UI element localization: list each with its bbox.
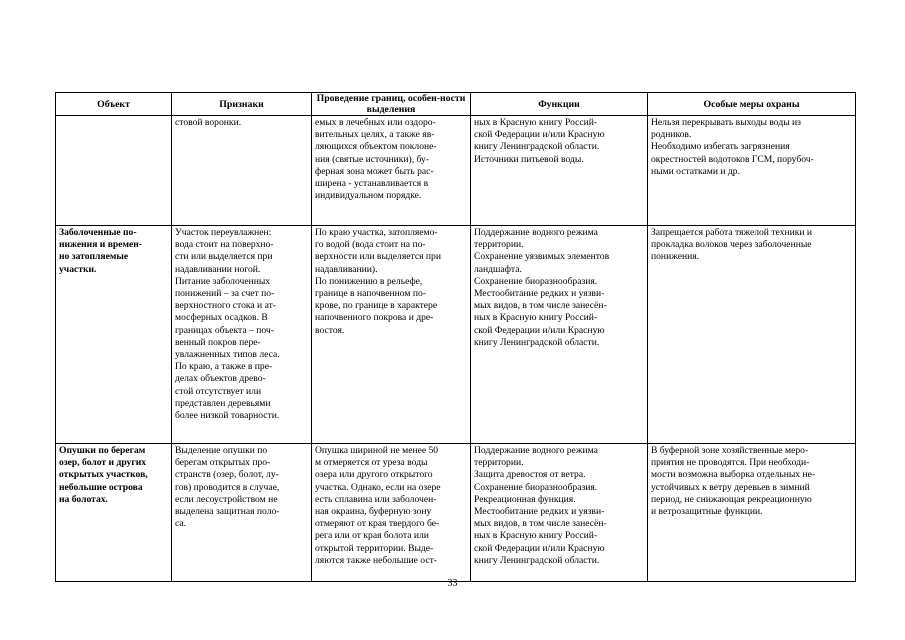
table-header-row xyxy=(56,93,856,116)
cell-line: ная окраина, буферную зону xyxy=(315,506,432,518)
habitat-table xyxy=(55,92,856,582)
cell-line: ных в Красную книгу Россий- xyxy=(474,117,598,128)
cell-line: По понижению в рельефе, xyxy=(315,275,423,287)
cell-measures xyxy=(648,116,856,226)
cell-line: По краю участка, затопляемо- xyxy=(315,227,438,238)
cell-line: делах объектов древо- xyxy=(175,373,266,385)
cell-line: открытой территории. Выде- xyxy=(315,542,434,554)
cell-line: ширена - устанавливается в xyxy=(315,178,429,190)
cell-line: мости возможна выборка отдельных не- xyxy=(651,469,816,481)
table-row xyxy=(56,444,856,582)
cell-line: напочвенного покрова и дре- xyxy=(315,312,434,324)
cell-line: территории. xyxy=(474,457,524,469)
cell-line: берегам открытых про- xyxy=(175,457,271,469)
cell-line: го водой (вода стоит на по- xyxy=(315,239,426,251)
cell-line: Питание заболоченных xyxy=(175,275,271,287)
cell-line: сти или выделяется при xyxy=(175,251,273,263)
cell-line: но затопляемые xyxy=(59,251,129,263)
cell-line: озер, болот и других xyxy=(59,457,147,469)
cell-line: и ветрозащитные функции. xyxy=(651,506,763,518)
cell-line: небольшие острова xyxy=(59,481,143,493)
cell-line: окрестностей водотоков ГСМ, порубоч- xyxy=(651,153,814,165)
cell-measures xyxy=(648,444,856,582)
cell-line: емых в лечебных или оздоро- xyxy=(315,117,436,128)
table-row xyxy=(56,116,856,226)
cell-line: книгу Ленинградской области. xyxy=(474,554,600,566)
header-boundaries: Проведение границ, особен-ности выделения xyxy=(312,93,471,116)
cell-line: территории. xyxy=(474,239,524,251)
cell-object xyxy=(56,116,172,226)
cell-line: Местообитание редких и уязви- xyxy=(474,506,605,518)
cell-line: крове, по границе в характере xyxy=(315,300,438,312)
cell-line: Поддержание водного режима xyxy=(474,445,598,456)
cell-line: ской Федерации и/или Красную xyxy=(474,129,605,141)
cell-line: Сохранение биоразнообразия. xyxy=(474,481,598,493)
cell-line: стовой воронки. xyxy=(175,117,242,128)
cell-line: Сохранение биоразнообразия. xyxy=(474,275,598,287)
cell-line: Сохранение уязвимых элементов xyxy=(474,251,610,263)
cell-line: индивидуальном порядке. xyxy=(315,190,422,202)
cell-line: м отмеряется от уреза воды xyxy=(315,457,428,469)
cell-line: нижения и времен- xyxy=(59,239,143,251)
cell-line: вода стоит на поверхно- xyxy=(175,239,274,251)
cell-line: востоя. xyxy=(315,324,345,336)
table-row xyxy=(56,226,856,444)
cell-object xyxy=(56,226,172,444)
cell-line: Защита древостоя от ветра. xyxy=(474,469,586,481)
cell-line: понижений – за счет по- xyxy=(175,288,275,300)
cell-line: верхностного стока и ат- xyxy=(175,300,276,312)
cell-line: выделена защитная поло- xyxy=(175,506,280,518)
cell-line: В буферной зоне хозяйственные меро- xyxy=(651,445,809,456)
cell-boundaries xyxy=(312,444,471,582)
cell-line: понижения. xyxy=(651,251,700,263)
table-body xyxy=(56,116,856,582)
cell-line: устойчивых к ветру деревьев в зимний xyxy=(651,481,810,493)
cell-line: приятия не проводятся. При необходи- xyxy=(651,457,810,469)
cell-line: ферная зона может быть рас- xyxy=(315,165,434,177)
cell-line: надавливании ногой. xyxy=(175,263,261,275)
cell-line: период, не снижающая рекреационную xyxy=(651,493,812,505)
cell-line: Участок переувлажнен: xyxy=(175,227,272,238)
cell-line: Рекреационная функция. xyxy=(474,493,576,505)
cell-line: Опушки по берегам xyxy=(59,445,146,456)
cell-line: если лесоустройством не xyxy=(175,493,278,505)
cell-line: Заболоченные по- xyxy=(59,227,137,238)
cell-line: есть сплавина или заболочен- xyxy=(315,493,437,505)
header-object: Объект xyxy=(56,93,172,116)
cell-line: ской Федерации и/или Красную xyxy=(474,542,605,554)
cell-line: Местообитание редких и уязви- xyxy=(474,288,605,300)
cell-line: Источники питьевой воды. xyxy=(474,153,584,165)
cell-line: ской Федерации и/или Красную xyxy=(474,324,605,336)
cell-line: границе в напочвенном по- xyxy=(315,288,426,300)
cell-line: границах объекта – поч- xyxy=(175,324,274,336)
cell-measures xyxy=(648,226,856,444)
cell-line: верхности или выделяется при xyxy=(315,251,441,263)
header-functions: Функции xyxy=(471,93,648,116)
cell-object xyxy=(56,444,172,582)
cell-line: книгу Ленинградской области. xyxy=(474,336,600,348)
cell-line: Запрещается работа тяжелой техники и xyxy=(651,227,813,238)
cell-line: ных в Красную книгу Россий- xyxy=(474,530,598,542)
cell-line: участка. Однако, если на озере xyxy=(315,481,441,493)
cell-line: Выделение опушки по xyxy=(175,445,268,456)
cell-line: Нельзя перекрывать выходы воды из xyxy=(651,117,801,128)
cell-line: са. xyxy=(175,518,187,530)
cell-line: мых видов, в том числе занесён- xyxy=(474,518,607,530)
cell-signs xyxy=(172,116,312,226)
cell-line: прокладка волоков через заболоченные xyxy=(651,239,812,251)
cell-line: мосферных осадков. В xyxy=(175,312,268,324)
cell-line: ландшафта. xyxy=(474,263,522,275)
cell-functions xyxy=(471,444,648,582)
cell-line: ными остатками и др. xyxy=(651,165,740,177)
cell-line: мых видов, в том числе занесён- xyxy=(474,300,607,312)
cell-line: более низкой товарности. xyxy=(175,410,280,422)
cell-line: представлен деревьями xyxy=(175,397,271,409)
cell-line: ных в Красную книгу Россий- xyxy=(474,312,598,324)
cell-line: ния (святые источники), бу- xyxy=(315,153,430,165)
cell-functions xyxy=(471,116,648,226)
header-signs: Признаки xyxy=(172,93,312,116)
cell-line: ляются также небольшие ост- xyxy=(315,554,437,566)
cell-line: озера или другого открытого xyxy=(315,469,433,481)
cell-line: вительных целях, а также яв- xyxy=(315,129,435,141)
cell-boundaries xyxy=(312,116,471,226)
cell-line: надавливании). xyxy=(315,263,378,275)
cell-boundaries xyxy=(312,226,471,444)
cell-line: По краю, а также в пре- xyxy=(175,361,273,373)
cell-line: ляющихся объектом поклоне- xyxy=(315,141,437,153)
cell-line: открытых участков, xyxy=(59,469,148,481)
cell-line: гов) проводится в случае, xyxy=(175,481,280,493)
cell-line: увлажненных типов леса. xyxy=(175,349,280,361)
cell-line: на болотах. xyxy=(59,493,108,505)
cell-line: странств (озер, болот, лу- xyxy=(175,469,279,481)
header-measures: Особые меры охраны xyxy=(648,93,856,116)
cell-line: Поддержание водного режима xyxy=(474,227,598,238)
cell-line: рега или от края болота или xyxy=(315,530,429,542)
cell-line: книгу Ленинградской области. xyxy=(474,141,600,153)
cell-line: Опушка шириной не менее 50 xyxy=(315,445,439,456)
cell-line: венный покров пере- xyxy=(175,336,261,348)
cell-functions xyxy=(471,226,648,444)
page-number: 33 xyxy=(447,578,458,589)
cell-line: родников. xyxy=(651,129,692,141)
cell-line: Необходимо избегать загрязнения xyxy=(651,141,790,153)
cell-line: стой отсутствует или xyxy=(175,385,262,397)
cell-signs xyxy=(172,444,312,582)
cell-line: участки. xyxy=(59,263,97,275)
cell-signs xyxy=(172,226,312,444)
cell-line: отмеряют от края твердого бе- xyxy=(315,518,440,530)
